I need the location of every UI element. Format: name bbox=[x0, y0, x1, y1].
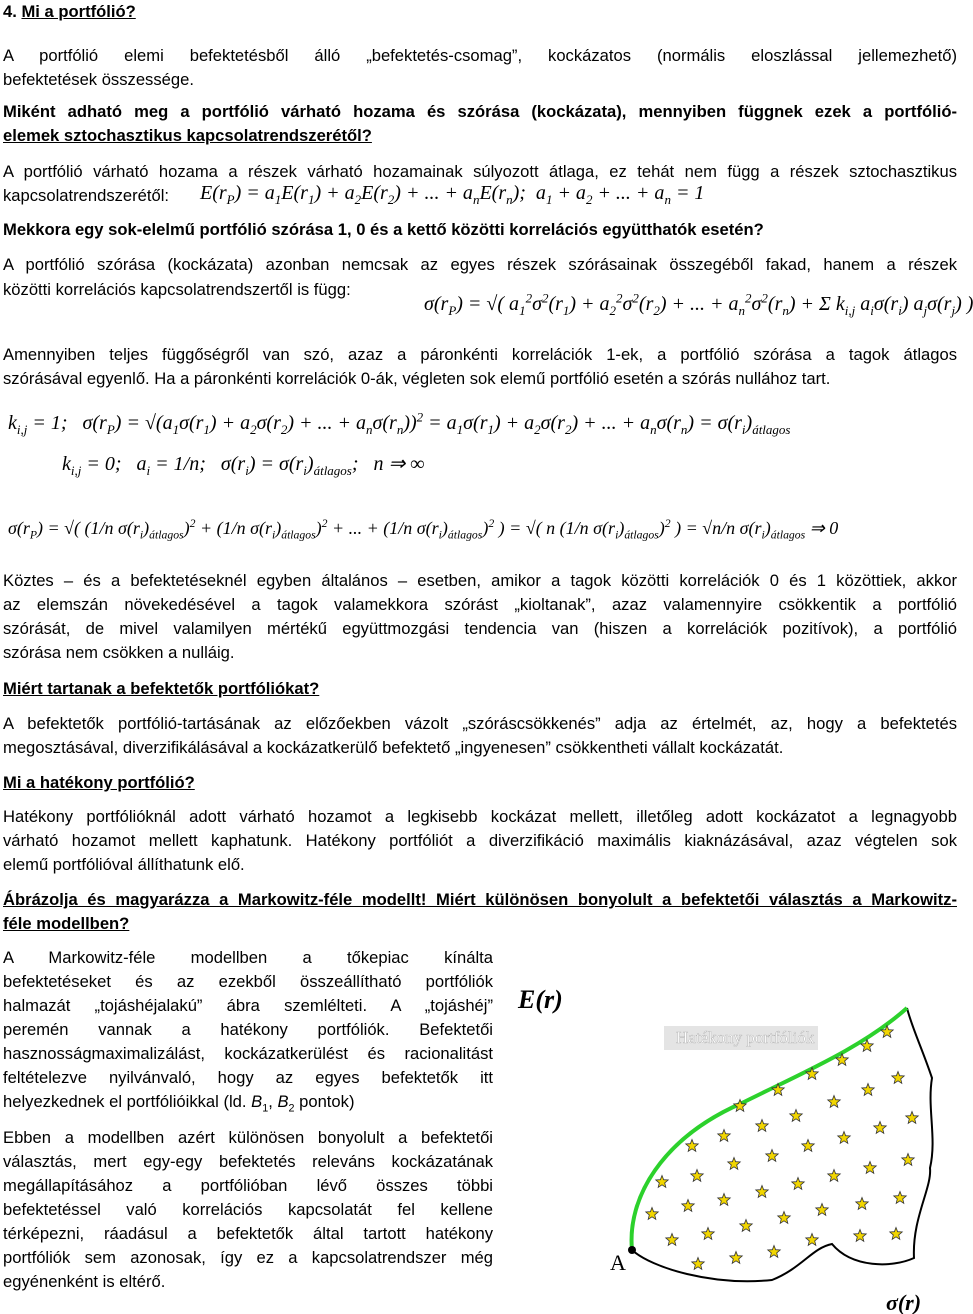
portfolio-star-icon bbox=[790, 1110, 802, 1122]
markowitz-figure bbox=[512, 968, 954, 1314]
portfolio-star-icon bbox=[874, 1122, 886, 1134]
answer-4-line-3: szórását, de mivel valamilyen mértékű együttmozgási tendencia van (hiszen a korrelációk pozitívok), a portfólió bbox=[3, 619, 957, 638]
question-1-line-1: Miként adható meg a portfólió várható hozama és szórása (kockázata), mennyiben függnek ezek a portfólió- bbox=[3, 102, 957, 121]
question-3: Miért tartanak a befektetők portfóliókat? bbox=[3, 679, 320, 698]
portfolio-star-icon bbox=[728, 1158, 740, 1170]
portfolio-star-icon bbox=[686, 1140, 698, 1152]
portfolio-points bbox=[646, 1026, 918, 1270]
answer-6-line-1: Hatékony portfólióknál adott várható hozamot a legkisebb kockázat mellett, illetőleg adott kockázatot a legnagyobb bbox=[3, 807, 957, 826]
portfolio-star-icon bbox=[892, 1072, 904, 1084]
portfolio-star-icon bbox=[864, 1162, 876, 1174]
intro-line-2: befektetések összessége. bbox=[3, 70, 194, 89]
portfolio-star-icon bbox=[856, 1198, 868, 1210]
section-heading bbox=[3, 2, 136, 22]
answer-5-line-2: megosztásával, diverzifikálásával a kockázatkerülő befektető „ingyenesen” csökkentheti vállalt kockázatát. bbox=[3, 738, 784, 757]
portfolio-star-icon bbox=[890, 1228, 902, 1240]
answer-2-line-2: közötti korrelációs kapcsolatrendszertől is függ: bbox=[3, 280, 351, 299]
portfolio-star-icon bbox=[730, 1252, 742, 1264]
portfolio-star-icon bbox=[816, 1204, 828, 1216]
portfolio-star-icon bbox=[666, 1234, 678, 1246]
markowitz-para-1-line-7: helyezkednek el portfólióikkal (ld. $B_1$, $B_2$ pontok) bbox=[3, 1092, 355, 1115]
question-4: Mi a hatékony portfólió? bbox=[3, 773, 195, 792]
portfolio-star-icon bbox=[906, 1112, 918, 1124]
portfolio-star-icon bbox=[902, 1154, 914, 1166]
portfolio-star-icon bbox=[702, 1228, 714, 1240]
portfolio-star-icon bbox=[854, 1230, 866, 1242]
portfolio-star-icon bbox=[862, 1084, 874, 1096]
portfolio-star-icon bbox=[894, 1192, 906, 1204]
formula-full-dependence: $k_{i,j} = 1$; $\sigma(r_P) = √(a_1\sigma(r_1) + a_2\sigma(r_2)$ + ... + $a_n\sigma(r_n))^2 = a_1\sigma(r_1) + a_2\sigma(r_2)$ + ... + $a_n\sigma(r_n) = \sigma(r_i)_{átlagos}$ bbox=[8, 409, 791, 437]
portfolio-star-icon bbox=[778, 1212, 790, 1224]
answer-1-line-2: kapcsolatrendszerétől: bbox=[3, 186, 170, 205]
answer-6-line-2: várható hozamot mellett kaphatunk. Hatékony portfóliót a diverzifikáció maximális kiaknázásával, azaz végtelen sok bbox=[3, 831, 957, 850]
markowitz-para-1-line-6: feltételezve nyilvánvaló, hogy az egyes befektetők itt bbox=[3, 1068, 493, 1087]
answer-4-line-4: szórása nem csökken a nulláig. bbox=[3, 643, 235, 662]
markowitz-para-1-line-1: A Markowitz-féle modellben a tőkepiac kínálta bbox=[3, 948, 493, 967]
markowitz-para-1-line-5: hasznosságmaximalizálást, kockázatkerülést és racionalitást bbox=[3, 1044, 493, 1063]
markowitz-para-2-line-3: megállapításához a portfólióban lévő összes többi bbox=[3, 1176, 493, 1195]
markowitz-para-1-line-2: befektetéseket és az ezekből összeállítható portfóliók bbox=[3, 972, 493, 991]
markowitz-para-2-line-4: befektetéssel való korrelációs kapcsolatát fel kellene bbox=[3, 1200, 493, 1219]
markowitz-para-2-line-2: választás, mert egy-egy befektetés releváns kockázatának bbox=[3, 1152, 493, 1171]
portfolio-std-formula: $\sigma(r_P)$ = √( $a_1^2\sigma^2(r_1) + a_2^2\sigma^2(r_2)$ + ... + $a_n^2\sigma^2(r_n) + \Sigma$ $k_{i,j}$ $a_i\sigma(r_i)$ $a_j\sigma(r_j)$ ) bbox=[424, 290, 973, 318]
markowitz-para-2-line-1: Ebben a modellben azért különösen bonyolult a befektetői bbox=[3, 1128, 493, 1147]
question-5-line-2: féle modellben? bbox=[3, 914, 130, 933]
point-a-marker bbox=[628, 1246, 636, 1254]
markowitz-para-1-line-3: halmazát „tojáshéjalakú” ábra szemlélteti. A „tojáshéj” bbox=[3, 996, 493, 1015]
answer-2-line-1: A portfólió szórása (kockázata) azonban nemcsak az egyes részek szórásainak összegéből fakad, hanem a részek bbox=[3, 255, 957, 274]
answer-1-line-1: A portfólió várható hozama a részek várható hozamainak súlyozott átlaga, ez tehát nem függ a részek sztochasztikus bbox=[3, 162, 957, 181]
answer-3-line-1: Amennyiben teljes függőségről van szó, azaz a páronkénti korrelációk 1-ek, a portfólió szórása a tagok átlagos bbox=[3, 345, 957, 364]
formula-independence: $k_{i,j} = 0$; $a_i = 1/n$; $\sigma(r_i) = \sigma(r_i)_{átlagos}$; n ⇒ ∞ bbox=[62, 453, 425, 478]
portfolio-star-icon bbox=[682, 1200, 694, 1212]
portfolio-star-icon bbox=[828, 1170, 840, 1182]
intro-line-1: A portfólió elemi befektetésből álló „befektetés-csomag”, kockázatos (normális eloszlással jellemezhető) bbox=[3, 46, 957, 65]
question-1-line-2: elemek sztochasztikus kapcsolatrendszerétől? bbox=[3, 126, 372, 145]
expected-return-formula: $E(r_P) = a_1E(r_1) + a_2E(r_2)$ + ... + $a_nE(r_n)$; $a_1 + a_2$ + ... + $a_n = 1$ bbox=[200, 182, 705, 207]
portfolio-star-icon bbox=[768, 1246, 780, 1258]
portfolio-star-icon bbox=[718, 1130, 730, 1142]
portfolio-star-icon bbox=[806, 1234, 818, 1246]
portfolio-star-icon bbox=[646, 1208, 658, 1220]
portfolio-star-icon bbox=[692, 1258, 704, 1270]
markowitz-para-2-line-5: térképezni, ráadásul a befektetők által tartott hatékony bbox=[3, 1224, 493, 1243]
markowitz-para-2-line-6: portfóliók sem azonosak, így ez a kapcsolatrendszer még bbox=[3, 1248, 493, 1267]
markowitz-para-1-line-4: peremén vannak a hatékony portfóliók. Befektetői bbox=[3, 1020, 493, 1039]
section-title: Mi a portfólió? bbox=[21, 2, 136, 21]
answer-6-line-3: elemű portfólióval állíthatunk elő. bbox=[3, 855, 245, 874]
portfolio-star-icon bbox=[802, 1140, 814, 1152]
portfolio-star-icon bbox=[838, 1132, 850, 1144]
portfolio-star-icon bbox=[656, 1176, 668, 1188]
answer-5-line-1: A befektetők portfólió-tartásának az előzőekben vázolt „szóráscsökkenés” adja az értelmét, az, hogy a befektetés bbox=[3, 714, 957, 733]
question-2: Mekkora egy sok-elelmű portfólió szórása 1, 0 és a kettő közötti korrelációs együtthatók esetén? bbox=[3, 220, 764, 239]
markowitz-para-2-line-7: egyénenként is eltérő. bbox=[3, 1272, 166, 1291]
portfolio-star-icon bbox=[691, 1170, 703, 1182]
formula-infinite-portfolio: $\sigma(r_P)$ = √( (1/n $\sigma(r_i)_{átlagos})^2 + (1/n$ $\sigma(r_i)_{átlagos})^2$ + ... + (1/n $\sigma(r_i)_{átlagos})^2$ ) = √( n (1/n $\sigma(r_i)_{átlagos})^2$ ) = √n/n $\sigma(r_i)_{átlagos}$ ⇒ 0 bbox=[8, 517, 839, 542]
question-5-line-1: Ábrázolja és magyarázza a Markowitz-féle modellt! Miért különösen bonyolult a befektetői választás a Markowitz- bbox=[3, 890, 957, 909]
portfolio-star-icon bbox=[828, 1096, 840, 1108]
frontier-label: Hatékony portfóliók bbox=[676, 1028, 815, 1047]
portfolio-star-icon bbox=[740, 1220, 752, 1232]
portfolio-star-icon bbox=[718, 1194, 730, 1206]
y-axis-label: E(r) bbox=[518, 985, 563, 1014]
portfolio-star-icon bbox=[766, 1150, 778, 1162]
portfolio-star-icon bbox=[756, 1186, 768, 1198]
answer-4-line-1: Köztes – és a befektetéseknél egyben általános – esetben, amikor a tagok közötti korrelációk 0 és 1 közöttiek, akkor bbox=[3, 571, 957, 590]
answer-3-line-2: szórásával egyenlő. Ha a páronkénti korrelációk 0-ák, végleten sok elemű portfólió esetén a szórás nullához tart. bbox=[3, 369, 831, 388]
section-number: 4. bbox=[3, 2, 17, 21]
point-a-label: A bbox=[610, 1250, 626, 1275]
x-axis-label: σ(r) bbox=[886, 1290, 922, 1314]
portfolio-star-icon bbox=[792, 1178, 804, 1190]
answer-4-line-2: az elemszán növekedésével a tagok valamekkora szórást „kioltanak”, azaz valamennyire csökkentik a portfólió bbox=[3, 595, 957, 614]
portfolio-star-icon bbox=[756, 1120, 768, 1132]
